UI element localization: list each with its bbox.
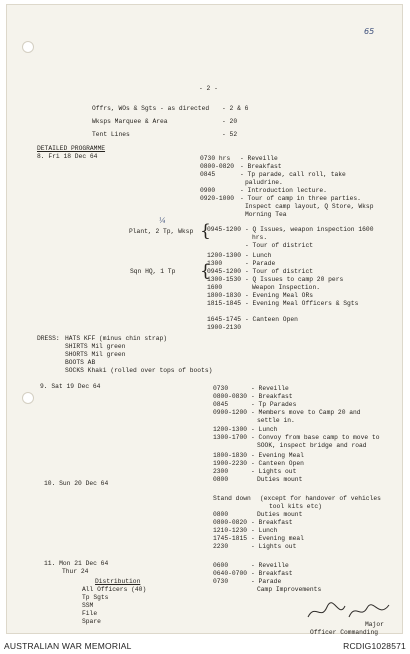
schedule-item: Inspect camp layout, Q Store, Wksp: [245, 203, 374, 210]
schedule-item: - Parade: [245, 260, 276, 267]
dress-label: DRESS:: [37, 335, 60, 342]
header-label: Offrs, WOs & Sgts - as directed: [92, 105, 210, 112]
schedule-item: - Parade: [251, 578, 282, 585]
brace: {: [200, 261, 211, 281]
schedule-item: - Evening meal: [251, 535, 304, 542]
day-heading: Thur 24: [62, 568, 89, 575]
group-label: Sqn HQ, 1 Tp: [130, 268, 176, 275]
punch-hole: [22, 41, 34, 53]
schedule-time: 0600: [213, 562, 229, 569]
day-heading: 11. Mon 21 Dec 64: [44, 560, 109, 567]
dress-item: SOCKS Khaki (rolled over tops of boots): [65, 367, 213, 374]
schedule-time: 0800: [213, 476, 229, 483]
schedule-item: - Convoy from base camp to move to: [251, 434, 380, 441]
schedule-time: 2230: [213, 543, 229, 550]
schedule-item: - Evening Meal: [251, 452, 304, 459]
schedule-time: 0730: [213, 385, 229, 392]
schedule-time: 1300-1530: [207, 276, 242, 283]
schedule-item: - Evening Meal Officers & Sgts: [245, 300, 359, 307]
schedule-item: - Tour of camp in three parties.: [240, 195, 361, 202]
schedule-time: 0730: [213, 578, 229, 585]
schedule-time: 0920-1000: [200, 195, 235, 202]
dress-item: BOOTS AB: [65, 359, 96, 366]
archive-footer: [0, 640, 410, 654]
distribution-item: Spare: [82, 618, 101, 625]
schedule-item: - Tour of district: [245, 268, 314, 275]
schedule-item: - Lunch: [251, 527, 278, 534]
schedule-item: - Reveille: [240, 155, 278, 162]
schedule-time: 1745-1815: [213, 535, 248, 542]
day-heading: 10. Sun 20 Dec 64: [44, 480, 109, 487]
signature-rank: Major: [365, 621, 384, 628]
schedule-item: - Q Issues to camp 20 pers: [245, 276, 344, 283]
archive-name: AUSTRALIAN WAR MEMORIAL: [4, 641, 132, 651]
distribution-item: SSM: [82, 602, 94, 609]
schedule-item: - Tp Parades: [251, 401, 297, 408]
group-label: Plant, 2 Tp, Wksp: [129, 228, 194, 235]
schedule-item: Duties mount: [257, 476, 303, 483]
schedule-item: tool kits etc): [269, 503, 322, 510]
schedule-time: 0845: [213, 401, 229, 408]
schedule-time: 1900-2230: [213, 460, 248, 467]
handwritten-page-number: 65: [364, 27, 375, 36]
header-label: Tent Lines: [92, 131, 130, 138]
schedule-time: 0640-0700: [213, 570, 248, 577]
schedule-time: 1200-1300: [207, 252, 242, 259]
schedule-item: - Reveille: [251, 385, 289, 392]
schedule-item: SOOK, inspect bridge and road: [257, 442, 367, 449]
schedule-item: - Lights out: [251, 543, 297, 550]
schedule-time: 1900-2130: [207, 324, 242, 331]
schedule-time: 0800-0820: [213, 519, 248, 526]
dress-item: SHORTS Mil green: [65, 351, 126, 358]
schedule-time: 1800-1830: [213, 452, 248, 459]
archive-reference: RCDIG1028571: [343, 641, 406, 651]
schedule-item: Weapon Inspection.: [252, 284, 321, 291]
header-value: - 2 & 6: [222, 105, 249, 112]
schedule-item: settle in.: [257, 417, 295, 424]
schedule-item: - Tp parade, call roll, take: [240, 171, 346, 178]
schedule-item: - Lunch: [251, 426, 278, 433]
dress-item: SHIRTS Mil green: [65, 343, 126, 350]
page-dash-number: - 2 -: [199, 85, 218, 92]
schedule-item: paludrine.: [245, 179, 283, 186]
schedule-time: 0900: [200, 187, 216, 194]
schedule-time: 0730 hrs: [200, 155, 231, 162]
dress-item: HATS KFF (minus chin strap): [65, 335, 168, 342]
schedule-time: 0800-0820: [200, 163, 235, 170]
schedule-item: - Introduction lecture.: [240, 187, 327, 194]
pencil-mark: ¼: [159, 217, 166, 225]
schedule-time: 1815-1845: [207, 300, 242, 307]
schedule-item: - Breakfast: [240, 163, 282, 170]
schedule-time: 1600: [207, 284, 223, 291]
schedule-time: 1645-1745: [207, 316, 242, 323]
schedule-item: Duties mount: [257, 511, 303, 518]
schedule-item: - Canteen Open: [251, 460, 304, 467]
signature-scribble: [305, 601, 393, 623]
day-heading: 8. Fri 18 Dec 64: [37, 153, 98, 160]
schedule-time: 0800-0830: [213, 393, 248, 400]
punch-hole: [22, 392, 34, 404]
brace: {: [200, 221, 211, 241]
schedule-item: - Tour of district: [245, 242, 314, 249]
signature-title: Officer Commanding: [310, 629, 379, 636]
schedule-time: 1800-1830: [207, 292, 242, 299]
day-heading: 9. Sat 19 Dec 64: [40, 383, 101, 390]
schedule-item: - Breakfast: [251, 519, 293, 526]
schedule-item: - Lights out: [251, 468, 297, 475]
schedule-time: 1300-1700: [213, 434, 248, 441]
distribution-heading: Distribution: [95, 578, 141, 585]
header-value: - 52: [222, 131, 238, 138]
document-page: [7, 5, 402, 636]
schedule-time: 2300: [213, 468, 229, 475]
schedule-time: 0845: [200, 171, 216, 178]
section-heading: DETAILED PROGRAMME: [37, 145, 106, 152]
schedule-time: 0900-1200: [213, 409, 248, 416]
schedule-item: - Breakfast: [251, 570, 293, 577]
schedule-time: 1300: [207, 260, 223, 267]
distribution-item: Tp Sgts: [82, 594, 109, 601]
distribution-item: File: [82, 610, 98, 617]
schedule-item: Camp Improvements: [257, 586, 322, 593]
schedule-time: Stand down: [213, 495, 251, 502]
schedule-time: 0945-1200: [207, 226, 242, 233]
schedule-item: hrs.: [252, 234, 268, 241]
schedule-item: - Members move to Camp 20 and: [251, 409, 361, 416]
schedule-item: Morning Tea: [245, 211, 287, 218]
schedule-time: 1200-1300: [213, 426, 248, 433]
schedule-item: - Evening Meal ORs: [245, 292, 314, 299]
schedule-time: 0945-1200: [207, 268, 242, 275]
schedule-time: 0800: [213, 511, 229, 518]
schedule-item: - Q Issues, weapon inspection 1600: [245, 226, 374, 233]
header-label: Wksps Marquee & Area: [92, 118, 168, 125]
schedule-item: - Breakfast: [251, 393, 293, 400]
schedule-item: - Lunch: [245, 252, 272, 259]
schedule-item: (except for handover of vehicles: [260, 495, 381, 502]
schedule-item: - Canteen Open: [245, 316, 298, 323]
schedule-item: - Reveille: [251, 562, 289, 569]
distribution-item: All Officers (40): [82, 586, 147, 593]
header-value: - 20: [222, 118, 238, 125]
schedule-time: 1210-1230: [213, 527, 248, 534]
